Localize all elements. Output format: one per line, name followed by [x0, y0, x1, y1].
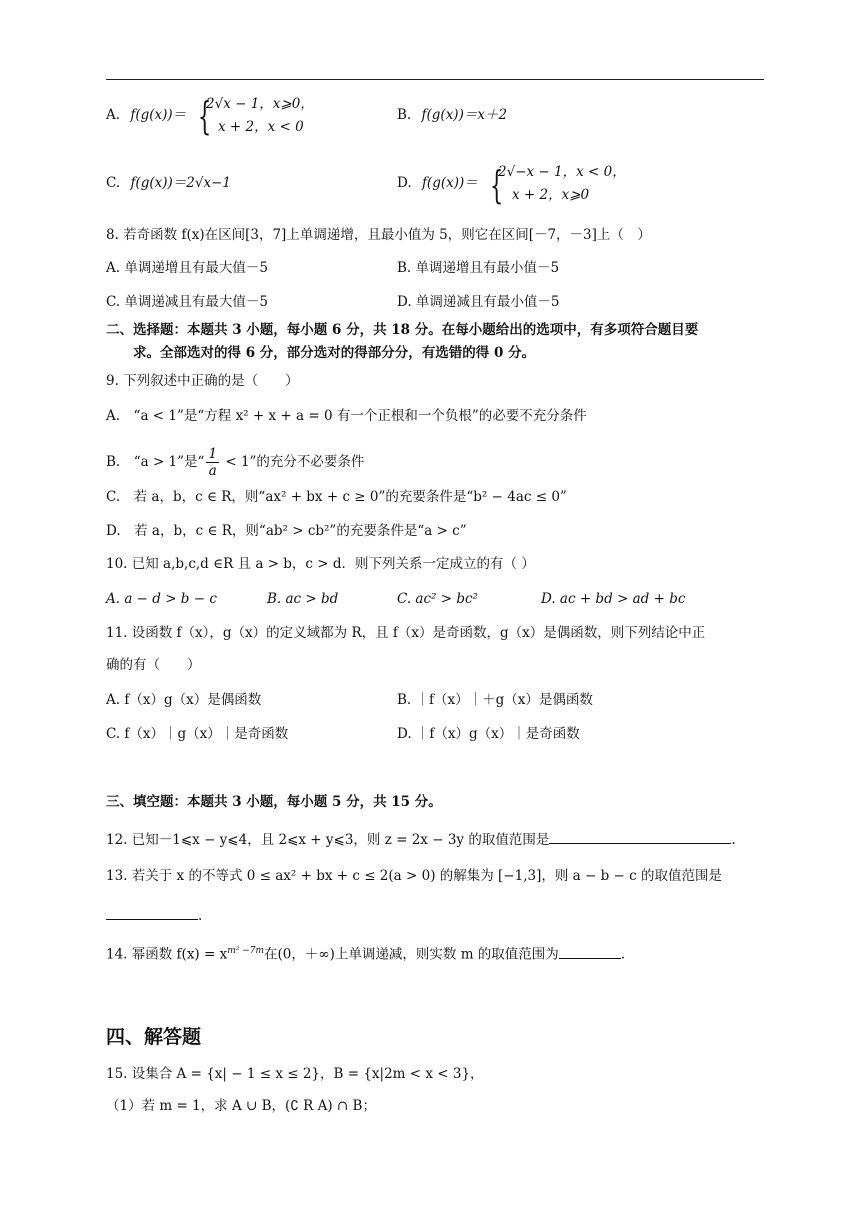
section3-heading: 三、填空题：本题共 3 小题，每小题 5 分，共 15 分。	[106, 794, 442, 810]
q9-b-pre: B. “a > 1”是“	[106, 454, 205, 470]
q7-b-label: B.	[397, 107, 412, 123]
q14-answer-blank[interactable]	[559, 944, 621, 959]
q14-end: .	[620, 946, 626, 963]
q7-option-b	[397, 105, 507, 125]
q8-stem: 8. 若奇函数 f(x)在区间[3，7]上单调递增，且最小值为 5，则它在区间[－7，－3]上（ ）	[106, 227, 651, 243]
q14-post: 在(0，＋∞)上单调递减，则实数 m 的取值范围为	[264, 946, 559, 963]
q13-answer-blank[interactable]	[106, 905, 198, 920]
q8-option-d: D. 单调递减且有最小值－5	[397, 294, 560, 310]
q8-option-b: B. 单调递增且有最小值－5	[397, 260, 560, 276]
q11-stem-line1: 11. 设函数 f（x），g（x）的定义域都为 R，且 f（x）是奇函数，g（x）是偶函数，则下列结论中正	[106, 625, 706, 641]
q9-b-post: < 1”的充分不必要条件	[221, 454, 365, 470]
q10-option-d: D. ac + bd > ad + bc	[541, 591, 686, 607]
q7-c-label: C.	[106, 175, 121, 191]
q7-a-label: A.	[106, 107, 121, 123]
q10-stem: 10. 已知 a,b,c,d ∈R 且 a > b，c > d．则下列关系一定成立的有（ ）	[106, 556, 535, 572]
q15-part1: （1）若 m = 1，求 A ∪ B，(∁ R A) ∩ B；	[106, 1098, 376, 1114]
q7-option-a	[106, 105, 186, 125]
q8-option-c: C. 单调递减且有最大值－5	[106, 294, 269, 310]
q7-d-brace: {	[490, 163, 504, 207]
q9-option-b	[106, 446, 364, 479]
q12-answer-blank[interactable]	[549, 829, 731, 844]
q7-d-lhs: f(g(x))＝	[421, 175, 478, 191]
q7-option-c	[106, 173, 231, 193]
q9-b-fraction	[206, 446, 219, 479]
q11-option-b: B. ｜f（x）｜＋g（x）是偶函数	[397, 692, 593, 708]
q12-text: 12. 已知－1⩽x − y⩽4，且 2⩽x + y⩽3，则 z = 2x − 3y 的取值范围是	[106, 832, 550, 848]
q7-a-case1: 2√x − 1，x⩾0，	[206, 96, 314, 112]
section2-line1: 二、选择题：本题共 3 小题，每小题 6 分，共 18 分。在每小题给出的选项中，有多项符合题目要	[106, 322, 699, 338]
q10-option-b: B. ac > bd	[267, 591, 339, 607]
q13-end: .	[198, 908, 203, 924]
q7-d-case1: 2√−x − 1，x < 0，	[498, 164, 626, 180]
q14-exponent: m² −7m	[227, 946, 265, 956]
q7-a-brace: {	[198, 94, 212, 138]
q7-b-text: f(g(x))＝x＋2	[421, 107, 508, 123]
q12	[106, 829, 736, 850]
q13-answer	[106, 905, 202, 926]
q7-a-case2: x + 2，x < 0	[218, 119, 304, 135]
q14	[106, 941, 625, 965]
q9-option-a: A. “a < 1”是“方程 x² + x + a = 0 有一个正根和一个负根”的必要不充分条件	[106, 408, 587, 424]
q10-option-c: C. ac² > bc²	[397, 591, 478, 607]
q9-b-numerator: 1	[208, 446, 218, 462]
q13-text: 13. 若关于 x 的不等式 0 ≤ ax² + bx + c ≤ 2(a > 0) 的解集为 [−1,3]，则 a − b − c 的取值范围是	[106, 868, 722, 884]
q7-option-d	[397, 173, 478, 193]
q7-a-lhs: f(g(x))＝	[130, 107, 187, 123]
q8-option-a: A. 单调递增且有最大值－5	[106, 260, 268, 276]
q11-stem-line2: 确的有（ ）	[106, 657, 201, 673]
q11-option-c: C. f（x）｜g（x）｜是奇函数	[106, 726, 289, 742]
q11-option-d: D. ｜f（x）g（x）｜是奇函数	[397, 726, 580, 742]
q15-stem: 15. 设集合 A = {x| − 1 ≤ x ≤ 2}，B = {x|2m < x < 3}，	[106, 1066, 484, 1082]
section4-heading: 四、解答题	[106, 1026, 202, 1048]
header-rule	[106, 79, 764, 80]
q7-d-case2: x + 2，x⩾0	[512, 187, 590, 203]
q14-pre: 14. 幂函数 f(x) = x	[106, 946, 228, 963]
q11-option-a: A. f（x）g（x）是偶函数	[106, 692, 262, 708]
q9-stem: 9. 下列叙述中正确的是（ ）	[106, 373, 299, 389]
q9-option-c: C. 若 a，b，c ∈ R，则“ax² + bx + c ≥ 0”的充要条件是“b² − 4ac ≤ 0”	[106, 489, 567, 505]
q9-b-denominator: a	[208, 463, 217, 479]
q10-option-a: A. a − d > b − c	[106, 591, 217, 607]
section2-line2: 求。全部选对的得 6 分，部分选对的得部分分，有选错的得 0 分。	[133, 345, 536, 361]
q7-d-label: D.	[397, 175, 412, 191]
q12-end: .	[731, 832, 736, 848]
q9-option-d: D. 若 a，b，c ∈ R，则“ab² > cb²”的充要条件是“a > c”	[106, 523, 467, 539]
q7-c-text: f(g(x))＝2√x−1	[130, 175, 231, 191]
